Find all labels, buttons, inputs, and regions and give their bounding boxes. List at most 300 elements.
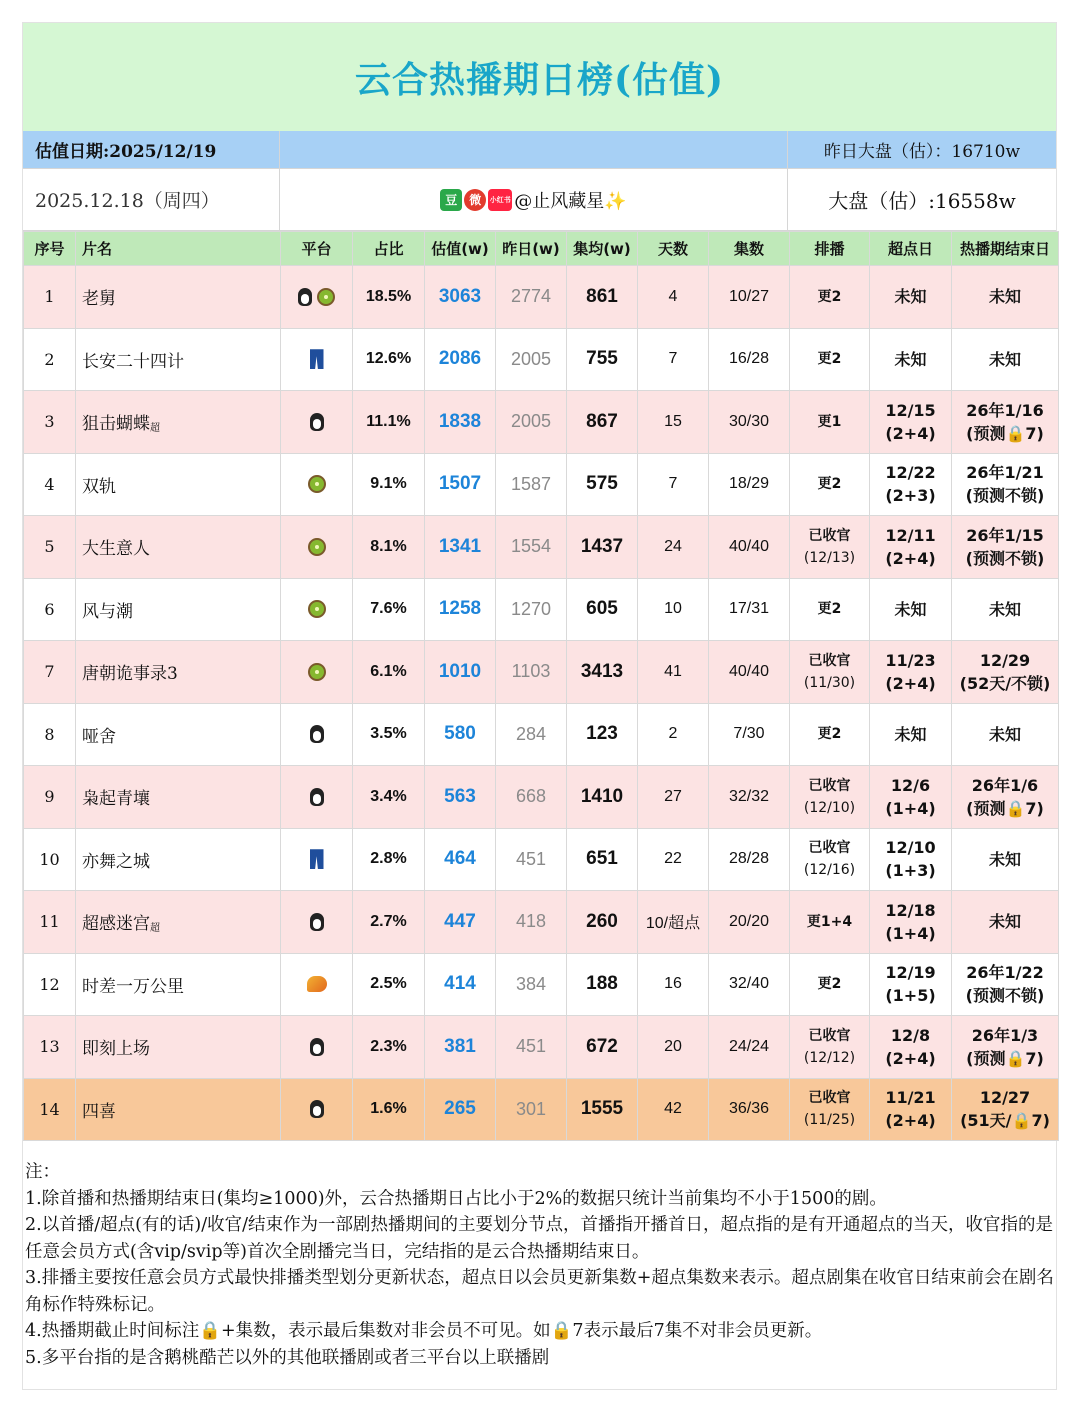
average-cell: 123 bbox=[567, 703, 638, 766]
show-title-text: 四喜 bbox=[82, 1101, 116, 1122]
estimate-cell: 414 bbox=[425, 953, 496, 1016]
schedule-cell bbox=[790, 641, 870, 704]
end-date-cell-main: 26年1/21 bbox=[966, 463, 1044, 483]
yesterday-cell: 451 bbox=[496, 1016, 567, 1079]
super-date-cell bbox=[870, 516, 952, 579]
schedule-cell-main: 更2 bbox=[817, 726, 842, 743]
super-date-cell-sub: (1+5) bbox=[885, 986, 936, 1006]
yesterday-cell: 284 bbox=[496, 703, 567, 766]
super-date-cell-main: 12/11 bbox=[885, 525, 936, 545]
schedule-cell-sub: (12/12) bbox=[803, 1049, 856, 1066]
show-title-text: 超感迷宫 bbox=[82, 914, 150, 935]
share-cell: 18.5% bbox=[353, 266, 425, 329]
col-episodes: 集数 bbox=[709, 232, 790, 266]
platform-cell bbox=[281, 391, 353, 454]
schedule-cell-main: 更2 bbox=[817, 351, 842, 368]
schedule-cell-main: 更1 bbox=[817, 413, 842, 430]
end-date-cell-main: 未知 bbox=[988, 849, 1021, 869]
show-title-text: 风与潮 bbox=[82, 601, 133, 622]
show-title bbox=[76, 953, 281, 1016]
show-title-text: 唐朝诡事录3 bbox=[82, 664, 178, 685]
super-date-cell-sub: (2+4) bbox=[885, 1048, 936, 1068]
yesterday-cell: 418 bbox=[496, 891, 567, 954]
table-row bbox=[24, 766, 1059, 829]
col-name: 片名 bbox=[76, 232, 281, 266]
super-date-cell-sub: (1+4) bbox=[885, 923, 936, 943]
table-row bbox=[24, 641, 1059, 704]
schedule-cell bbox=[790, 391, 870, 454]
average-cell: 867 bbox=[567, 391, 638, 454]
platform-cell bbox=[281, 766, 353, 829]
super-date-cell bbox=[870, 766, 952, 829]
episodes-cell: 18/29 bbox=[709, 453, 790, 516]
col-yesterday: 昨日(w) bbox=[496, 232, 567, 266]
table-row bbox=[24, 891, 1059, 954]
platform-cell bbox=[281, 641, 353, 704]
super-date-cell-sub: (2+3) bbox=[885, 486, 936, 506]
note-line: 2.以首播/超点(有的话)/收官/结束作为一部剧热播期间的主要划分节点，首播指开播首日，超点指的是有开通超点的当天，收官指的是任意会员方式(含vip/svip等)首次全剧播完当日，完结指的是云合热播期结束日。 bbox=[25, 1215, 1054, 1262]
end-date-cell-main: 26年1/3 bbox=[971, 1025, 1039, 1045]
estimate-cell: 580 bbox=[425, 703, 496, 766]
meta-row-2 bbox=[23, 169, 1056, 231]
super-date-cell-main: 12/22 bbox=[885, 463, 936, 483]
platform-cell bbox=[281, 266, 353, 329]
platform-cell bbox=[281, 703, 353, 766]
days-cell: 15 bbox=[638, 391, 709, 454]
yesterday-cell: 301 bbox=[496, 1078, 567, 1141]
average-cell: 188 bbox=[567, 953, 638, 1016]
market-total: 大盘（估）:16558w bbox=[788, 169, 1056, 231]
schedule-cell-sub: (12/10) bbox=[803, 799, 856, 816]
col-index: 序号 bbox=[24, 232, 76, 266]
episodes-cell: 24/24 bbox=[709, 1016, 790, 1079]
share-cell: 2.3% bbox=[353, 1016, 425, 1079]
schedule-cell bbox=[790, 953, 870, 1016]
note-line: 4.热播期截止时间标注🔒+集数，表示最后集数对非会员不可见。如🔒7表示最后7集不对非会员更新。 bbox=[25, 1321, 823, 1341]
days-cell: 42 bbox=[638, 1078, 709, 1141]
col-super-date: 超点日 bbox=[870, 232, 952, 266]
row-index: 9 bbox=[24, 766, 76, 829]
end-date-cell bbox=[952, 828, 1059, 891]
average-cell: 605 bbox=[567, 578, 638, 641]
end-date-cell-sub: (52天/不锁) bbox=[959, 673, 1051, 693]
super-date-cell-main: 12/8 bbox=[890, 1025, 931, 1045]
estimate-cell: 1507 bbox=[425, 453, 496, 516]
show-title bbox=[76, 266, 281, 329]
estimate-cell: 447 bbox=[425, 891, 496, 954]
super-date-cell-sub: (1+3) bbox=[885, 861, 936, 881]
col-share: 占比 bbox=[353, 232, 425, 266]
yesterday-cell: 1587 bbox=[496, 453, 567, 516]
yesterday-cell: 2005 bbox=[496, 328, 567, 391]
show-title bbox=[76, 828, 281, 891]
table-row bbox=[24, 266, 1059, 329]
penguin-icon bbox=[310, 788, 324, 806]
row-index: 1 bbox=[24, 266, 76, 329]
end-date-cell bbox=[952, 1016, 1059, 1079]
super-date-cell-main: 未知 bbox=[894, 724, 927, 744]
platform-cell bbox=[281, 891, 353, 954]
super-date-cell bbox=[870, 953, 952, 1016]
super-date-cell-sub: (2+4) bbox=[885, 548, 936, 568]
end-date-cell-main: 未知 bbox=[988, 599, 1021, 619]
schedule-cell bbox=[790, 1016, 870, 1079]
account-line bbox=[280, 169, 788, 231]
yesterday-cell: 451 bbox=[496, 828, 567, 891]
schedule-cell-main: 已收官 bbox=[808, 777, 851, 794]
col-days: 天数 bbox=[638, 232, 709, 266]
episodes-cell: 32/32 bbox=[709, 766, 790, 829]
end-date-cell-sub: (预测不锁) bbox=[965, 986, 1045, 1006]
super-date-cell-main: 12/15 bbox=[885, 400, 936, 420]
table-row bbox=[24, 453, 1059, 516]
penguin-icon bbox=[310, 725, 324, 743]
platform-cell bbox=[281, 453, 353, 516]
average-cell: 755 bbox=[567, 328, 638, 391]
episodes-cell: 20/20 bbox=[709, 891, 790, 954]
estimate-cell: 265 bbox=[425, 1078, 496, 1141]
show-title bbox=[76, 328, 281, 391]
end-date-cell-sub: (51天/🔒7) bbox=[960, 1111, 1050, 1131]
super-date-cell-main: 12/6 bbox=[890, 775, 931, 795]
show-title-text: 时差一万公里 bbox=[82, 976, 184, 997]
date-day: 2025.12.18（周四） bbox=[23, 169, 280, 231]
share-cell: 2.7% bbox=[353, 891, 425, 954]
schedule-cell-sub: (11/25) bbox=[803, 1112, 856, 1129]
note-line: 注： bbox=[25, 1162, 60, 1182]
share-cell: 3.5% bbox=[353, 703, 425, 766]
share-cell: 2.8% bbox=[353, 828, 425, 891]
col-schedule: 排播 bbox=[790, 232, 870, 266]
row-index: 3 bbox=[24, 391, 76, 454]
estimate-cell: 1258 bbox=[425, 578, 496, 641]
super-date-cell-main: 11/21 bbox=[885, 1088, 936, 1108]
col-platform: 平台 bbox=[281, 232, 353, 266]
average-cell: 651 bbox=[567, 828, 638, 891]
kiwi-icon bbox=[308, 475, 326, 493]
schedule-cell bbox=[790, 1078, 870, 1141]
schedule-cell-main: 已收官 bbox=[808, 1027, 851, 1044]
schedule-cell-sub: (11/30) bbox=[803, 674, 856, 691]
episodes-cell: 30/30 bbox=[709, 391, 790, 454]
super-date-cell-sub: (2+4) bbox=[885, 673, 936, 693]
note-line: 1.除首播和热播期结束日(集均≥1000)外，云合热播期日占比小于2%的数据只统计当前集均不小于1500的剧。 bbox=[25, 1188, 887, 1209]
super-date-cell bbox=[870, 578, 952, 641]
weibo-icon: 微 bbox=[464, 189, 486, 211]
penguin-icon bbox=[310, 413, 324, 431]
xiaohongshu-icon: 小红书 bbox=[488, 189, 512, 211]
schedule-cell bbox=[790, 578, 870, 641]
row-index: 10 bbox=[24, 828, 76, 891]
super-date-cell bbox=[870, 828, 952, 891]
notes bbox=[23, 1141, 1056, 1371]
table-row bbox=[24, 328, 1059, 391]
estimate-cell: 2086 bbox=[425, 328, 496, 391]
yesterday-cell: 2005 bbox=[496, 391, 567, 454]
average-cell: 1555 bbox=[567, 1078, 638, 1141]
col-end-date: 热播期结束日 bbox=[952, 232, 1059, 266]
show-title bbox=[76, 1016, 281, 1079]
end-date-cell bbox=[952, 516, 1059, 579]
row-index: 12 bbox=[24, 953, 76, 1016]
kiwi-icon bbox=[317, 288, 335, 306]
estimate-cell: 3063 bbox=[425, 266, 496, 329]
estimate-cell: 563 bbox=[425, 766, 496, 829]
schedule-cell bbox=[790, 516, 870, 579]
schedule-cell-main: 更2 bbox=[817, 601, 842, 618]
episodes-cell: 17/31 bbox=[709, 578, 790, 641]
schedule-cell-main: 更2 bbox=[817, 476, 842, 493]
end-date-cell-main: 未知 bbox=[988, 912, 1021, 932]
penguin-icon bbox=[298, 288, 312, 306]
days-cell: 24 bbox=[638, 516, 709, 579]
end-date-cell-main: 26年1/6 bbox=[971, 775, 1039, 795]
table-row bbox=[24, 703, 1059, 766]
days-cell: 10/超点 bbox=[638, 891, 709, 954]
show-title-text: 哑舍 bbox=[82, 726, 116, 747]
days-cell: 7 bbox=[638, 453, 709, 516]
schedule-cell bbox=[790, 453, 870, 516]
douban-icon: 豆 bbox=[440, 189, 462, 211]
table-header bbox=[24, 232, 1059, 266]
show-title bbox=[76, 391, 281, 454]
days-cell: 41 bbox=[638, 641, 709, 704]
yesterday-cell: 384 bbox=[496, 953, 567, 1016]
end-date-cell bbox=[952, 641, 1059, 704]
ranking-table bbox=[23, 231, 1059, 1141]
end-date-cell-main: 未知 bbox=[988, 724, 1021, 744]
super-date-cell bbox=[870, 703, 952, 766]
row-index: 7 bbox=[24, 641, 76, 704]
end-date-cell-sub: (预测🔒7) bbox=[966, 1048, 1044, 1068]
super-date-cell-sub: (2+4) bbox=[885, 423, 936, 443]
show-title-text: 长安二十四计 bbox=[82, 351, 184, 372]
schedule-cell-main: 更1+4 bbox=[806, 913, 853, 930]
meta-spacer bbox=[280, 131, 788, 169]
schedule-cell bbox=[790, 703, 870, 766]
average-cell: 1410 bbox=[567, 766, 638, 829]
estimate-cell: 381 bbox=[425, 1016, 496, 1079]
days-cell: 7 bbox=[638, 328, 709, 391]
end-date-cell bbox=[952, 703, 1059, 766]
super-date-cell-main: 12/19 bbox=[885, 963, 936, 983]
kiwi-icon bbox=[308, 663, 326, 681]
episodes-cell: 36/36 bbox=[709, 1078, 790, 1141]
days-cell: 4 bbox=[638, 266, 709, 329]
schedule-cell-main: 更2 bbox=[817, 288, 842, 305]
average-cell: 672 bbox=[567, 1016, 638, 1079]
episodes-cell: 7/30 bbox=[709, 703, 790, 766]
super-date-cell bbox=[870, 266, 952, 329]
share-cell: 1.6% bbox=[353, 1078, 425, 1141]
penguin-icon bbox=[310, 1038, 324, 1056]
row-index: 13 bbox=[24, 1016, 76, 1079]
row-index: 6 bbox=[24, 578, 76, 641]
end-date-cell-sub: (预测🔒7) bbox=[966, 798, 1044, 818]
end-date-cell-main: 12/27 bbox=[979, 1088, 1031, 1108]
show-title-text: 即刻上场 bbox=[82, 1039, 150, 1060]
platform-cell bbox=[281, 953, 353, 1016]
yesterday-cell: 2774 bbox=[496, 266, 567, 329]
valuation-date: 估值日期:2025/12/19 bbox=[23, 131, 280, 169]
row-index: 5 bbox=[24, 516, 76, 579]
end-date-cell-sub: (预测不锁) bbox=[965, 548, 1045, 568]
episodes-cell: 16/28 bbox=[709, 328, 790, 391]
super-date-cell-sub: (1+4) bbox=[885, 798, 936, 818]
share-cell: 11.1% bbox=[353, 391, 425, 454]
schedule-cell-main: 已收官 bbox=[808, 527, 851, 544]
schedule-cell-main: 已收官 bbox=[808, 1090, 851, 1107]
jeans-icon bbox=[310, 849, 324, 869]
schedule-cell-main: 更2 bbox=[817, 976, 842, 993]
yesterday-cell: 668 bbox=[496, 766, 567, 829]
share-cell: 7.6% bbox=[353, 578, 425, 641]
schedule-cell bbox=[790, 266, 870, 329]
super-date-cell-main: 11/23 bbox=[885, 650, 936, 670]
estimate-cell: 1010 bbox=[425, 641, 496, 704]
platform-cell bbox=[281, 1016, 353, 1079]
table-row bbox=[24, 828, 1059, 891]
platform-cell bbox=[281, 516, 353, 579]
share-cell: 8.1% bbox=[353, 516, 425, 579]
page-title: 云合热播期日榜(估值) bbox=[354, 58, 725, 101]
show-title bbox=[76, 516, 281, 579]
kiwi-icon bbox=[308, 538, 326, 556]
schedule-cell bbox=[790, 328, 870, 391]
end-date-cell bbox=[952, 766, 1059, 829]
days-cell: 22 bbox=[638, 828, 709, 891]
show-title bbox=[76, 641, 281, 704]
end-date-cell-sub: (预测不锁) bbox=[965, 486, 1045, 506]
estimate-cell: 1838 bbox=[425, 391, 496, 454]
row-index: 4 bbox=[24, 453, 76, 516]
table-row bbox=[24, 516, 1059, 579]
ranking-card bbox=[22, 22, 1057, 1390]
super-date-cell-sub: (2+4) bbox=[885, 1111, 936, 1131]
episodes-cell: 10/27 bbox=[709, 266, 790, 329]
show-title-text: 亦舞之城 bbox=[82, 851, 150, 872]
super-date-cell-main: 12/10 bbox=[885, 838, 936, 858]
platform-cell bbox=[281, 1078, 353, 1141]
super-date-cell bbox=[870, 391, 952, 454]
show-title-text: 狙击蝴蝶 bbox=[82, 414, 150, 435]
episodes-cell: 40/40 bbox=[709, 641, 790, 704]
end-date-cell-main: 26年1/16 bbox=[966, 400, 1044, 420]
kiwi-icon bbox=[308, 600, 326, 618]
col-average: 集均(w) bbox=[567, 232, 638, 266]
end-date-cell-main: 未知 bbox=[988, 287, 1021, 307]
days-cell: 27 bbox=[638, 766, 709, 829]
platform-cell bbox=[281, 828, 353, 891]
show-title bbox=[76, 891, 281, 954]
super-date-cell-main: 未知 bbox=[894, 287, 927, 307]
note-line: 5.多平台指的是含鹅桃酷芒以外的其他联播剧或者三平台以上联播剧 bbox=[25, 1347, 550, 1368]
super-date-cell-main: 未知 bbox=[894, 349, 927, 369]
account-name: @止风藏星✨ bbox=[514, 190, 627, 212]
super-date-cell bbox=[870, 1078, 952, 1141]
episodes-cell: 40/40 bbox=[709, 516, 790, 579]
show-title bbox=[76, 453, 281, 516]
show-title bbox=[76, 766, 281, 829]
end-date-cell-main: 26年1/15 bbox=[966, 525, 1044, 545]
days-cell: 16 bbox=[638, 953, 709, 1016]
show-title-text: 枭起青壤 bbox=[82, 789, 150, 810]
super-date-cell-main: 未知 bbox=[894, 599, 927, 619]
end-date-cell bbox=[952, 891, 1059, 954]
mango-icon bbox=[307, 976, 327, 992]
average-cell: 575 bbox=[567, 453, 638, 516]
average-cell: 861 bbox=[567, 266, 638, 329]
average-cell: 1437 bbox=[567, 516, 638, 579]
days-cell: 20 bbox=[638, 1016, 709, 1079]
average-cell: 3413 bbox=[567, 641, 638, 704]
end-date-cell-sub: (预测🔒7) bbox=[966, 423, 1044, 443]
end-date-cell bbox=[952, 266, 1059, 329]
super-date-cell bbox=[870, 1016, 952, 1079]
platform-cell bbox=[281, 328, 353, 391]
share-cell: 3.4% bbox=[353, 766, 425, 829]
table-row bbox=[24, 953, 1059, 1016]
days-cell: 10 bbox=[638, 578, 709, 641]
show-title bbox=[76, 703, 281, 766]
days-cell: 2 bbox=[638, 703, 709, 766]
end-date-cell bbox=[952, 328, 1059, 391]
end-date-cell bbox=[952, 953, 1059, 1016]
schedule-cell-main: 已收官 bbox=[808, 840, 851, 857]
episodes-cell: 28/28 bbox=[709, 828, 790, 891]
table-row bbox=[24, 1016, 1059, 1079]
platform-cell bbox=[281, 578, 353, 641]
end-date-cell bbox=[952, 453, 1059, 516]
end-date-cell-main: 12/29 bbox=[979, 650, 1031, 670]
schedule-cell bbox=[790, 766, 870, 829]
episodes-cell: 32/40 bbox=[709, 953, 790, 1016]
table-row bbox=[24, 391, 1059, 454]
super-date-cell bbox=[870, 328, 952, 391]
end-date-cell bbox=[952, 578, 1059, 641]
share-cell: 12.6% bbox=[353, 328, 425, 391]
super-date-cell bbox=[870, 453, 952, 516]
show-title-text: 老舅 bbox=[82, 289, 116, 310]
yesterday-cell: 1103 bbox=[496, 641, 567, 704]
show-title-text: 双轨 bbox=[82, 476, 116, 497]
end-date-cell bbox=[952, 391, 1059, 454]
schedule-cell bbox=[790, 828, 870, 891]
col-estimate: 估值(w) bbox=[425, 232, 496, 266]
share-cell: 9.1% bbox=[353, 453, 425, 516]
penguin-icon bbox=[310, 913, 324, 931]
end-date-cell bbox=[952, 1078, 1059, 1141]
schedule-cell-sub: (12/13) bbox=[803, 549, 856, 566]
schedule-cell bbox=[790, 891, 870, 954]
jeans-icon bbox=[310, 349, 324, 369]
estimate-cell: 464 bbox=[425, 828, 496, 891]
meta-row-1 bbox=[23, 131, 1056, 169]
yesterday-market: 昨日大盘（估）：16710w bbox=[788, 131, 1056, 169]
yesterday-cell: 1270 bbox=[496, 578, 567, 641]
show-title-text: 大生意人 bbox=[82, 539, 150, 560]
row-index: 2 bbox=[24, 328, 76, 391]
row-index: 8 bbox=[24, 703, 76, 766]
penguin-icon bbox=[310, 1100, 324, 1118]
share-cell: 6.1% bbox=[353, 641, 425, 704]
row-index: 14 bbox=[24, 1078, 76, 1141]
super-mark: 超 bbox=[150, 423, 160, 435]
show-title bbox=[76, 578, 281, 641]
super-date-cell bbox=[870, 891, 952, 954]
yesterday-cell: 1554 bbox=[496, 516, 567, 579]
note-line: 3.排播主要按任意会员方式最快排播类型划分更新状态，超点日以会员更新集数+超点集数来表示。超点剧集在收官日结束前会在剧名角标作特殊标记。 bbox=[25, 1268, 1054, 1315]
